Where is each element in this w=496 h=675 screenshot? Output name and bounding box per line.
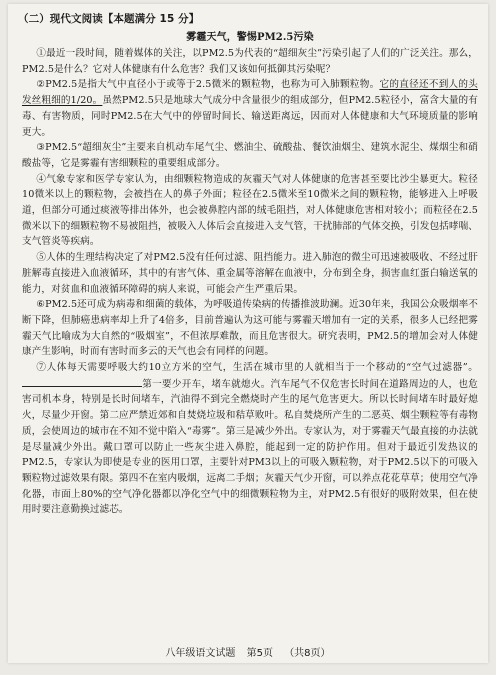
paragraph-2-text-cont: 虽然PM2.5只是地球大气成分中含量很少的组成部分，但PM2.5粒径小，富含大量的有毒、有害物质，同时PM2.5在大气中的停留时间长、输送距离远，因而对人体健康和大气环境质量的影响更大。 [22, 95, 478, 138]
paragraph-6 [22, 297, 478, 360]
reading-section [18, 12, 478, 639]
paragraph-5 [22, 250, 478, 297]
paragraph-4-text: ④气象专家和医学专家认为，由细颗粒物造成的灰霾天气对人体健康的危害甚至要比沙尘暴更大。粒径10微米以上的颗粒物，会被挡在人的鼻子外面；粒径在2.5微米至10微米之间的颗粒物，能够进入上呼吸道，但部分可通过痰液等排出体外，也会被鼻腔内部的绒毛阻挡，对人体健康危害相对较小；而粒径在2.5微米以下的细颗粒物不易被阻挡，被吸入人体后会直接进入支气管，干扰肺部的气体交换，引发包括哮喘、支气管炎等疾病。 [22, 173, 478, 248]
exam-name: 八年级语文试题 [165, 648, 236, 659]
page-number: 第5页 [246, 648, 273, 659]
paragraph-7-text: ⑦人体每天需要呼吸大约10立方米的空气，生活在城市里的人就相当于一个移动的“空气过滤器”。 [36, 362, 478, 374]
answer-blank[interactable] [22, 376, 142, 387]
paragraph-3-text: ③PM2.5“超细灰尘”主要来自机动车尾气尘、燃油尘、硫酸盐、餐饮油烟尘、建筑水泥尘、煤烟尘和硝酸盐等，它是雾霾有害细颗粒的重要组成部分。 [22, 142, 478, 169]
section-heading: （二）现代文阅读【本题满分 15 分】 [18, 13, 200, 25]
article-title: 雾霾天气，警惕PM2.5污染 [186, 32, 314, 43]
paragraph-1-text: ①最近一段时间，随着媒体的关注，以PM2.5为代表的“超细灰尘”污染引起了人们的广泛关注。那么，PM2.5是什么？它对人体健康有什么危害？我们又该如何抵御其污染呢？ [22, 48, 478, 75]
paragraph-6-text: ⑥PM2.5还可成为病毒和细菌的载体，为呼吸道传染病的传播推波助澜。近30年来，我国公众吸烟率不断下降，但肺癌患病率却上升了4倍多，目前普遍认为这可能与雾霾天增加有一定的关系，很多人已经把雾霾天气比喻成为大自然的“吸烟室”，不但浓厚难散，而且危害很大。研究表明，PM2.5的增加会对人体健康产生影响，时而有害时而多云的天气也会有同样的问题。 [22, 299, 478, 358]
paragraph-2-text: ②PM2.5是指大气中直径小于或等于2.5微米的颗粒物，也称为可入肺颗粒物。 [36, 79, 380, 91]
underlined-sentence: 它的直径还不到人的头发丝粗细的1/20。 [22, 79, 478, 107]
paragraph-5-text: ⑤人体的生理结构决定了对PM2.5没有任何过滤、阻挡能力。进入肺泡的微尘可迅速被吸收、不经过肝脏解毒直接进入血液循环，其中的有害气体、重金属等溶解在血液中，分布到全身，损害血红蛋白输送氧的能力，对贫血和血液循环障碍的病人来说，可能会产生严重后果。 [22, 252, 478, 295]
paragraph-7 [22, 360, 478, 518]
page-footer [8, 644, 488, 659]
paragraph-3 [22, 140, 478, 171]
paragraph-1 [22, 46, 478, 77]
paragraph-7-text-cont: 第一要少开车，堵车就熄火。汽车尾气不仅危害长时间在道路周边的人，也危害司机本身，特别是长时间堵车，汽油得不到完全燃烧时产生的尾气危害更大。所以长时间堵车时最好熄火，尽量少开窗。第二应严禁近郊和自焚烧垃圾和秸草败叶。私自焚烧所产生的二恶英、烟尘颗粒等有毒物质，会使周边的城市在不知不觉中陷入“毒雾”。第三是减少外出。专家认为，对于雾霾天气最直接的办法就是尽量减少外出。戴口罩可以防止一些灰尘进入鼻腔，能起到一定的防护作用。但对于最近引发热议的PM2.5，专家认为即使是专业的医用口罩，主要针对PM3以上的可吸入颗粒物，对于PM2.5以下的可吸入颗粒物过滤效果有限。第四不在室内吸烟，远离二手烟；灰霾天气少开窗，可以养点花花草草；使用空气净化器，市面上80%的空气净化器都以净化空气中的细微颗粒物为主，对PM2.5有很好的吸附效果，但在使用时要注意勤换过滤芯。 [22, 378, 478, 516]
page-total: （共8页） [284, 648, 331, 659]
paragraph-4 [22, 172, 478, 251]
exam-page [8, 4, 488, 663]
paragraph-2 [22, 77, 478, 140]
